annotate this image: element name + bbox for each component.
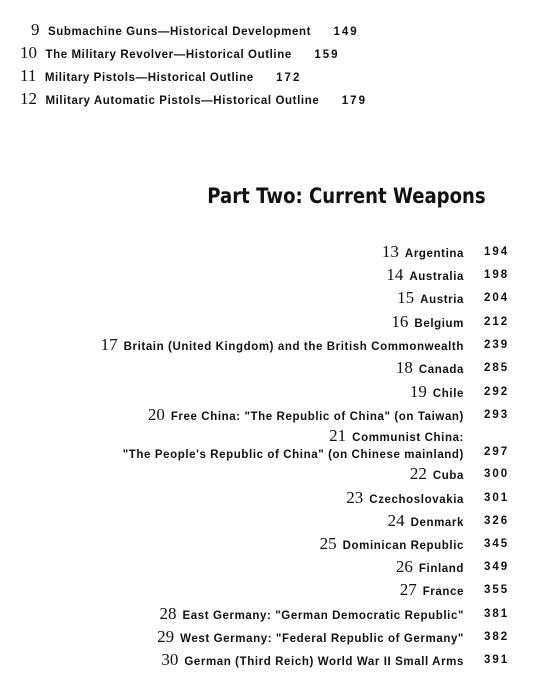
chapter-number: 27 — [399, 580, 417, 599]
chapter-title: Australia — [409, 271, 464, 283]
chapter-number: 25 — [319, 534, 337, 553]
chapter-number: 17 — [100, 335, 118, 354]
chapter-title: Finland — [418, 563, 464, 575]
toc-entry-22 — [410, 464, 464, 484]
page-number: 159 — [314, 49, 340, 61]
chapter-title: Denmark — [410, 517, 464, 529]
page-number: 326 — [484, 515, 510, 527]
chapter-number: 10 — [20, 43, 37, 62]
chapter-title: Belgium — [414, 318, 464, 330]
chapter-number: 22 — [409, 464, 427, 483]
page-number: 297 — [484, 446, 510, 458]
chapter-number: 16 — [391, 312, 409, 331]
toc-entry-21 — [123, 428, 464, 463]
toc-entry-10 — [20, 43, 340, 63]
chapter-number: 24 — [387, 511, 405, 530]
chapter-number: 30 — [161, 650, 179, 669]
chapter-title: Canada — [418, 364, 464, 376]
page-number: 194 — [484, 246, 510, 258]
page-number: 285 — [484, 362, 510, 374]
chapter-number: 20 — [147, 405, 165, 424]
chapter-title: Chile — [432, 388, 464, 400]
toc-entry-19 — [410, 382, 464, 402]
chapter-number: 26 — [395, 557, 413, 576]
chapter-title: Czechoslovakia — [369, 494, 464, 506]
page-number: 301 — [484, 492, 510, 504]
chapter-title: Submachine Guns—Historical Development — [47, 26, 312, 38]
toc-entry-14 — [386, 265, 464, 285]
part-heading: Part Two: Current Weapons — [207, 184, 486, 208]
chapter-title: Britain (United Kingdom) and the British Commonwealth — [123, 341, 464, 353]
toc-entry-12 — [20, 89, 367, 109]
toc-entry-17 — [101, 335, 464, 355]
toc-entry-20 — [148, 405, 464, 425]
chapter-number: 13 — [381, 242, 399, 261]
toc-entry-11 — [20, 66, 301, 86]
page-number: 382 — [484, 631, 510, 643]
chapter-number: 23 — [346, 488, 364, 507]
toc-entry-28 — [159, 604, 464, 624]
toc-entry-27 — [400, 580, 464, 600]
chapter-number: 21 — [329, 426, 347, 445]
page-number: 239 — [484, 339, 510, 351]
page-number: 391 — [484, 654, 510, 666]
toc-entry-24 — [388, 511, 464, 531]
toc-entry-15 — [397, 288, 464, 308]
page-number: 300 — [484, 468, 510, 480]
chapter-title: German (Third Reich) World War II Small Arms — [184, 656, 464, 668]
chapter-title: Communist China: — [352, 432, 464, 444]
page-number: 204 — [484, 292, 510, 304]
chapter-title: Military Automatic Pistols—Historical Outline — [45, 95, 320, 107]
chapter-number: 12 — [20, 89, 37, 108]
chapter-title: The Military Revolver—Historical Outline — [45, 49, 292, 61]
page-number: 198 — [484, 269, 510, 281]
page-number: 172 — [276, 72, 302, 84]
chapter-title: Military Pistols—Historical Outline — [44, 72, 254, 84]
chapter-number: 14 — [386, 265, 404, 284]
chapter-title-continued: "The People's Republic of China" (on Chinese mainland) — [122, 449, 464, 461]
chapter-title: Cuba — [432, 470, 464, 482]
toc-entry-29 — [157, 627, 464, 647]
chapter-title: Free China: "The Republic of China" (on Taiwan) — [170, 411, 464, 423]
toc-entry-9 — [31, 20, 359, 40]
page-number: 345 — [484, 538, 510, 550]
chapter-title: Argentina — [404, 248, 464, 260]
toc-entry-16 — [391, 312, 464, 332]
toc-entry-26 — [396, 557, 464, 577]
page-number: 381 — [484, 608, 510, 620]
toc-entry-18 — [396, 358, 464, 378]
toc-entry-25 — [320, 534, 464, 554]
chapter-title: Dominican Republic — [342, 540, 464, 552]
chapter-title: East Germany: "German Democratic Republic" — [182, 610, 464, 622]
chapter-title: Austria — [420, 294, 464, 306]
chapter-number: 11 — [20, 66, 37, 85]
page-number: 292 — [484, 386, 510, 398]
toc-entry-13 — [382, 242, 464, 262]
chapter-number: 9 — [31, 20, 40, 39]
chapter-title: West Germany: "Federal Republic of Germany" — [180, 633, 464, 645]
page-number: 149 — [333, 26, 359, 38]
chapter-number: 19 — [409, 382, 427, 401]
page-number: 293 — [484, 409, 510, 421]
toc-entry-23 — [346, 488, 464, 508]
page-number: 212 — [484, 316, 510, 328]
page-number: 179 — [341, 95, 367, 107]
chapter-number: 15 — [397, 288, 415, 307]
chapter-title: France — [422, 586, 464, 598]
chapter-number: 29 — [157, 627, 175, 646]
page-number: 349 — [484, 561, 510, 573]
chapter-number: 18 — [395, 358, 413, 377]
toc-entry-30 — [161, 650, 464, 670]
page-number: 355 — [484, 584, 510, 596]
chapter-number: 28 — [159, 604, 177, 623]
